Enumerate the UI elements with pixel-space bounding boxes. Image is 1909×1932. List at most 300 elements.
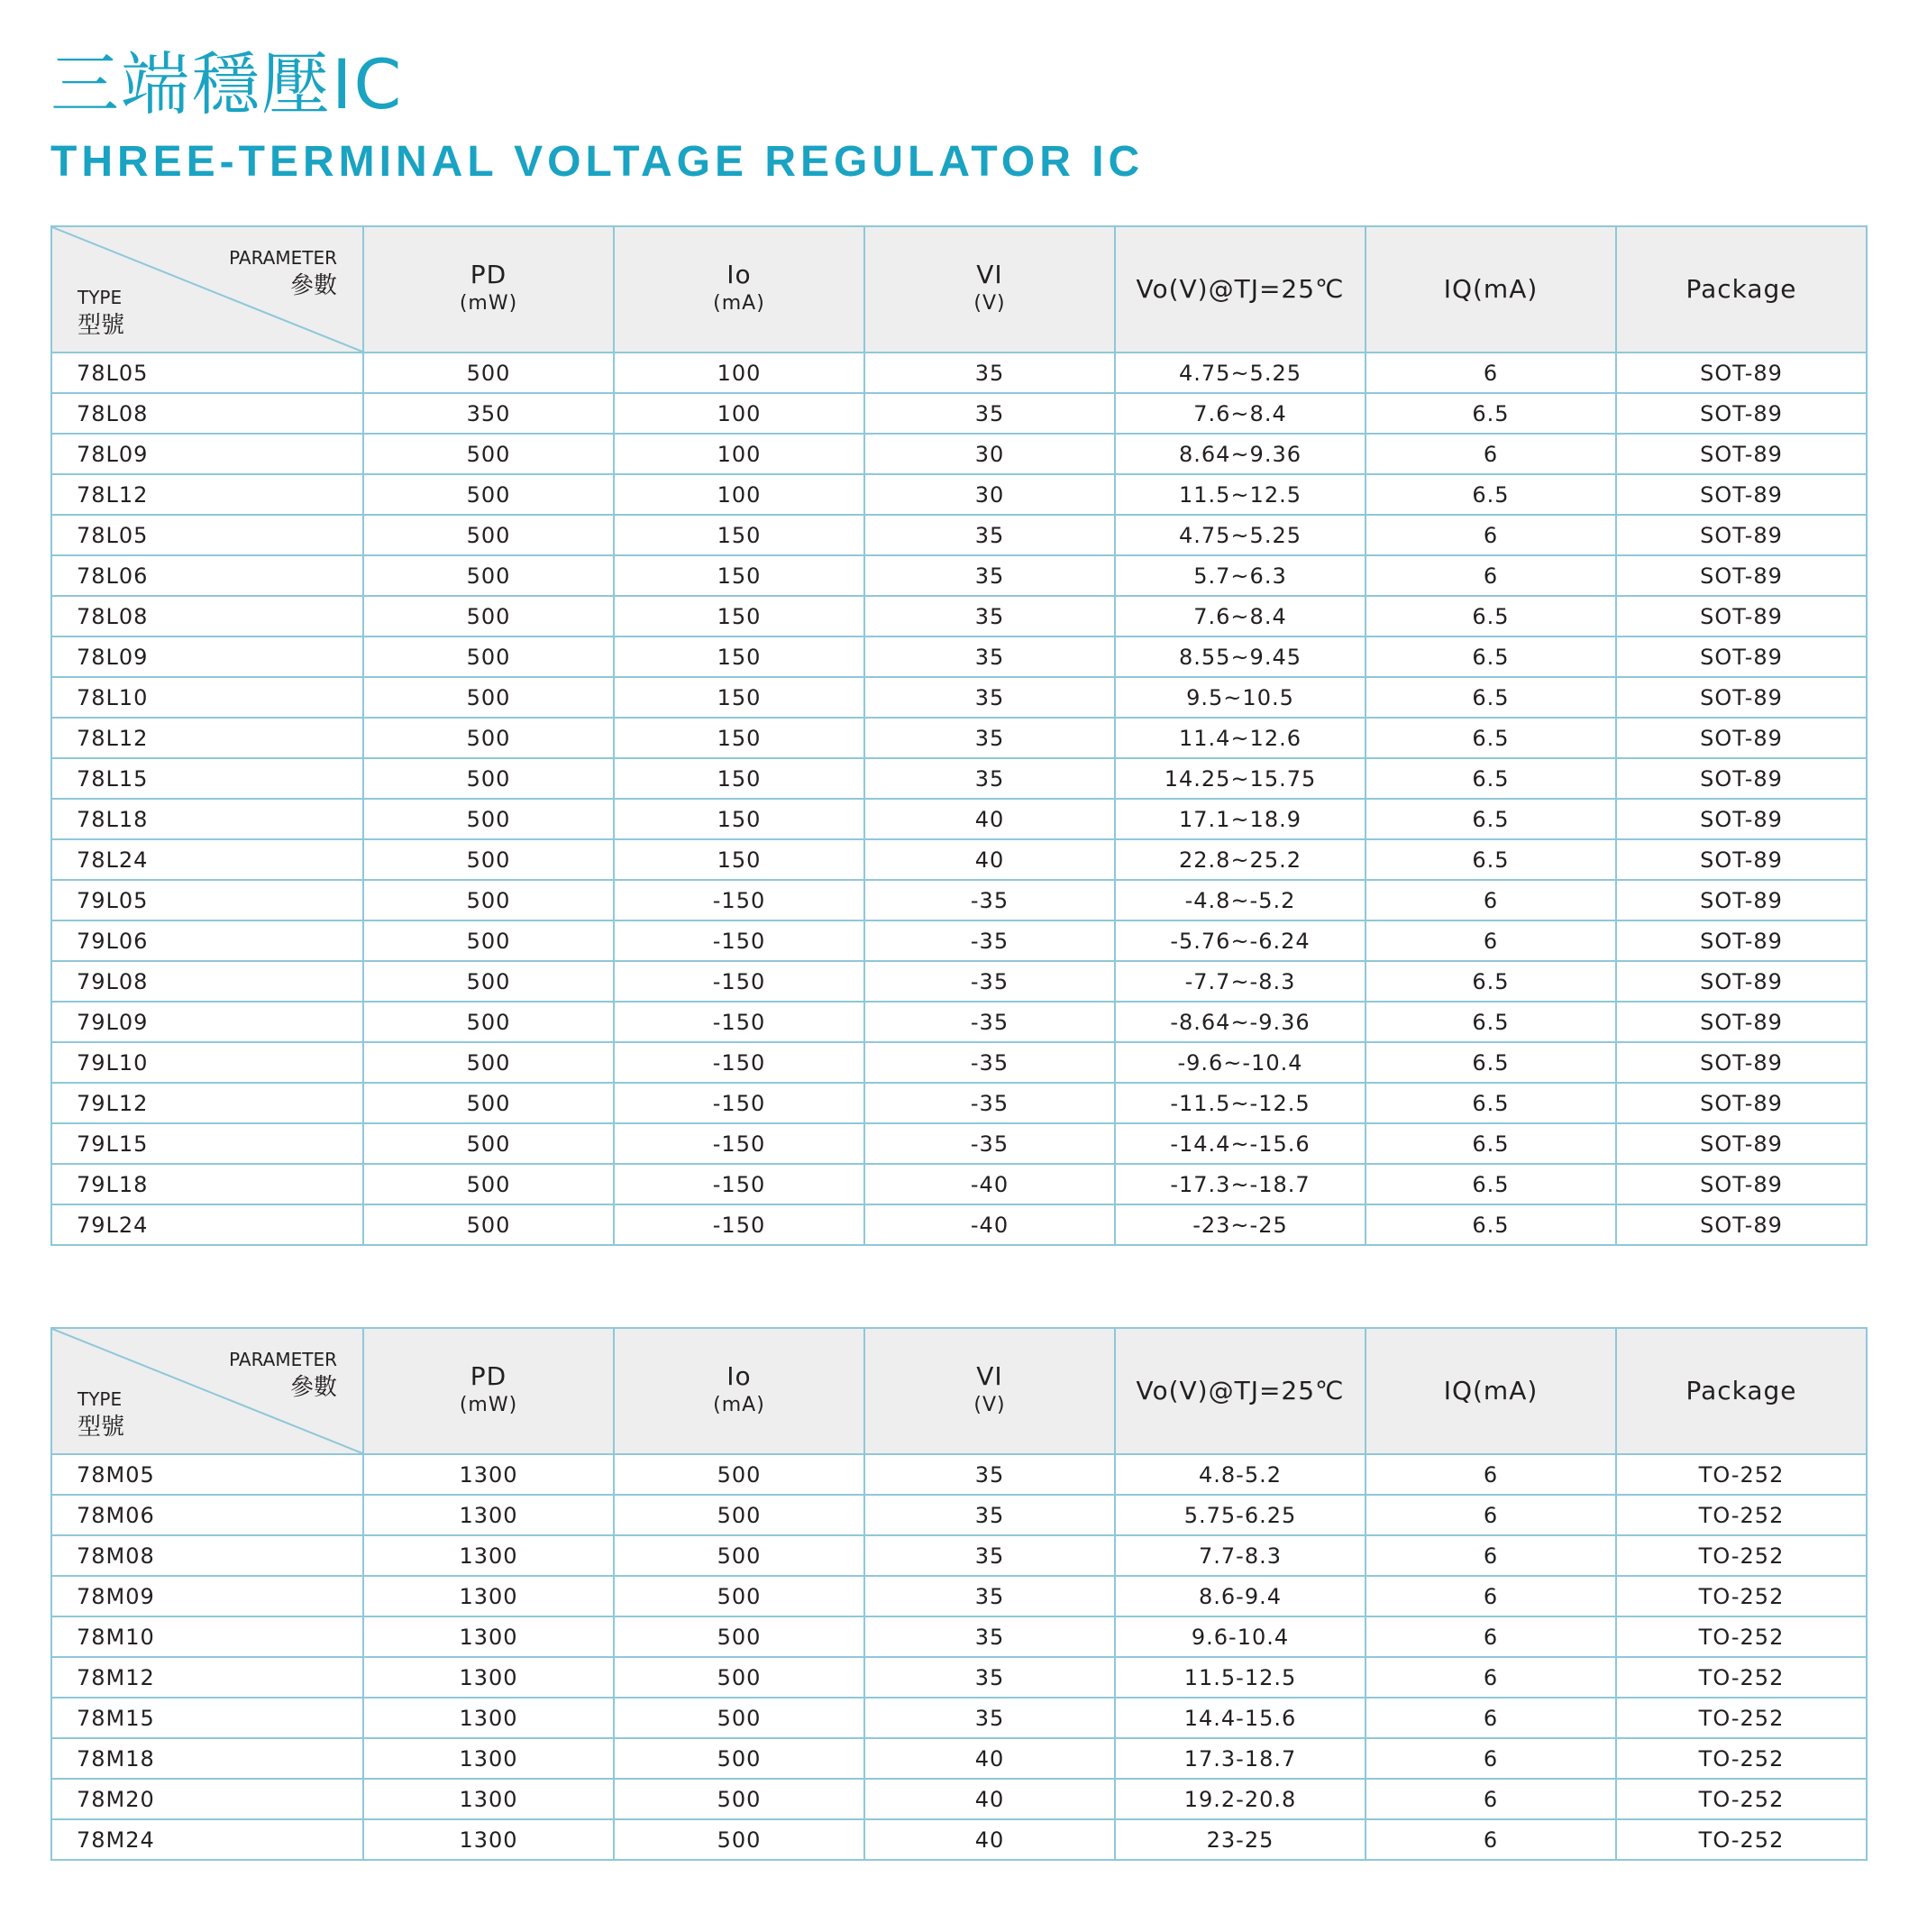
cell-package: TO-252 [1616,1495,1867,1535]
cell-package: TO-252 [1616,1454,1867,1495]
table-row [51,434,1867,474]
cell-package: SOT-89 [1616,920,1867,961]
cell-vo: -5.76~-6.24 [1115,920,1366,961]
cell-vi: 35 [864,718,1115,758]
cell-vo: 11.4~12.6 [1115,718,1366,758]
table-row [51,1657,1867,1698]
package-label: Package [1685,1375,1797,1406]
table-row [51,920,1867,961]
cell-pd: 500 [363,880,614,920]
cell-type: 78L08 [51,393,363,434]
cell-vi: 30 [864,434,1115,474]
cell-pd: 1300 [363,1657,614,1698]
cell-package: SOT-89 [1616,677,1867,718]
cell-vi: 35 [864,1495,1115,1535]
cell-vo: 9.5~10.5 [1115,677,1366,718]
cell-vo: -11.5~-12.5 [1115,1083,1366,1123]
cell-pd: 500 [363,515,614,555]
regulator-table-78l-79l [50,225,1868,1246]
page-title-chinese: 三端穩壓IC [50,44,404,124]
vi-label: VI [976,260,1003,289]
cell-iq: 6.5 [1366,799,1616,839]
cell-package: TO-252 [1616,1576,1867,1616]
cell-iq: 6.5 [1366,1123,1616,1164]
cell-pd: 500 [363,474,614,515]
column-header-io [614,1328,864,1454]
cell-io: 500 [614,1535,864,1576]
parameter-label: PARAMETER [229,1349,337,1370]
column-header-package [1616,226,1867,353]
cell-package: SOT-89 [1616,474,1867,515]
cell-pd: 500 [363,434,614,474]
column-header-vi [864,1328,1115,1454]
pd-unit: (mW) [459,1394,518,1416]
column-header-io [614,226,864,353]
cell-package: TO-252 [1616,1779,1867,1819]
cell-vo: 7.6~8.4 [1115,596,1366,636]
cell-type: 79L15 [51,1123,363,1164]
cell-io: 150 [614,799,864,839]
cell-pd: 350 [363,393,614,434]
table-header-row [51,1328,1867,1454]
vi-label: VI [976,1361,1003,1391]
column-header-vi [864,226,1115,353]
table-row [51,1535,1867,1576]
cell-vi: -40 [864,1164,1115,1204]
cell-vi: 35 [864,1657,1115,1698]
cell-vo: 5.75-6.25 [1115,1495,1366,1535]
type-label: TYPE [78,1388,123,1410]
type-label-chinese: 型號 [78,312,125,339]
cell-iq: 6 [1366,880,1616,920]
cell-package: SOT-89 [1616,393,1867,434]
cell-package: SOT-89 [1616,839,1867,880]
cell-vi: 35 [864,353,1115,393]
cell-pd: 500 [363,799,614,839]
cell-vo: -7.7~-8.3 [1115,961,1366,1002]
cell-iq: 6.5 [1366,1164,1616,1204]
cell-pd: 500 [363,1123,614,1164]
cell-io: -150 [614,1002,864,1042]
cell-vo: 8.6-9.4 [1115,1576,1366,1616]
cell-pd: 1300 [363,1454,614,1495]
table-row [51,961,1867,1002]
cell-vo: 22.8~25.2 [1115,839,1366,880]
cell-vo: 14.25~15.75 [1115,758,1366,799]
cell-vi: -35 [864,1042,1115,1083]
table-row [51,1495,1867,1535]
cell-vi: -35 [864,880,1115,920]
cell-iq: 6.5 [1366,474,1616,515]
cell-type: 78M24 [51,1819,363,1860]
cell-vi: 40 [864,839,1115,880]
cell-vi: -35 [864,1083,1115,1123]
type-parameter-corner-cell [51,226,363,353]
cell-io: 500 [614,1698,864,1738]
table-row [51,1576,1867,1616]
vo-label: Vo(V)@TJ=25℃ [1136,273,1345,304]
cell-type: 78L09 [51,434,363,474]
table-row [51,1819,1867,1860]
cell-iq: 6 [1366,1779,1616,1819]
iq-label: IQ(mA) [1443,1375,1539,1406]
cell-vo: 9.6-10.4 [1115,1616,1366,1657]
cell-pd: 500 [363,596,614,636]
cell-iq: 6 [1366,1495,1616,1535]
parameter-label-chinese: 參數 [289,1374,337,1401]
table-row [51,1002,1867,1042]
cell-vo: 4.75~5.25 [1115,515,1366,555]
cell-type: 78M12 [51,1657,363,1698]
cell-iq: 6.5 [1366,596,1616,636]
cell-pd: 1300 [363,1819,614,1860]
cell-type: 78M09 [51,1576,363,1616]
cell-vi: 30 [864,474,1115,515]
cell-iq: 6 [1366,353,1616,393]
cell-package: TO-252 [1616,1698,1867,1738]
table-row [51,474,1867,515]
cell-io: -150 [614,1123,864,1164]
column-header-pd [363,1328,614,1454]
cell-package: SOT-89 [1616,434,1867,474]
cell-iq: 6 [1366,1576,1616,1616]
cell-vo: 8.55~9.45 [1115,636,1366,677]
cell-pd: 1300 [363,1576,614,1616]
table-row [51,799,1867,839]
cell-vi: 35 [864,596,1115,636]
cell-package: TO-252 [1616,1738,1867,1779]
type-label-chinese: 型號 [78,1414,125,1441]
cell-iq: 6.5 [1366,961,1616,1002]
cell-iq: 6 [1366,1698,1616,1738]
cell-io: 500 [614,1657,864,1698]
cell-vo: 17.3-18.7 [1115,1738,1366,1779]
vo-label: Vo(V)@TJ=25℃ [1136,1375,1345,1406]
cell-iq: 6 [1366,1454,1616,1495]
cell-pd: 500 [363,555,614,596]
cell-io: 150 [614,758,864,799]
table-row [51,1083,1867,1123]
table-row [51,555,1867,596]
cell-package: SOT-89 [1616,596,1867,636]
cell-io: -150 [614,1204,864,1245]
cell-vi: 40 [864,1738,1115,1779]
cell-vi: -35 [864,1002,1115,1042]
cell-pd: 500 [363,920,614,961]
vi-unit: (V) [973,1394,1006,1416]
cell-pd: 1300 [363,1698,614,1738]
cell-package: SOT-89 [1616,961,1867,1002]
cell-iq: 6 [1366,434,1616,474]
cell-package: SOT-89 [1616,799,1867,839]
cell-type: 78L05 [51,353,363,393]
cell-io: 500 [614,1576,864,1616]
cell-io: -150 [614,1164,864,1204]
pd-unit: (mW) [459,292,518,315]
cell-type: 78L12 [51,474,363,515]
cell-pd: 500 [363,636,614,677]
cell-type: 78L10 [51,677,363,718]
cell-type: 79L12 [51,1083,363,1123]
column-header-package [1616,1328,1867,1454]
cell-io: -150 [614,1042,864,1083]
cell-io: 150 [614,555,864,596]
table-header-row [51,226,1867,353]
vi-unit: (V) [973,292,1006,315]
parameter-label-chinese: 參數 [289,272,337,299]
cell-package: SOT-89 [1616,880,1867,920]
cell-vi: -35 [864,1123,1115,1164]
cell-type: 78M06 [51,1495,363,1535]
cell-io: -150 [614,880,864,920]
cell-package: SOT-89 [1616,555,1867,596]
cell-iq: 6.5 [1366,1083,1616,1123]
cell-vo: -14.4~-15.6 [1115,1123,1366,1164]
cell-io: 150 [614,677,864,718]
cell-iq: 6 [1366,920,1616,961]
pd-label: PD [470,1361,507,1391]
table-row [51,1698,1867,1738]
cell-io: 500 [614,1779,864,1819]
cell-io: 150 [614,839,864,880]
cell-io: -150 [614,1083,864,1123]
table-row [51,880,1867,920]
cell-type: 78M18 [51,1738,363,1779]
iq-label: IQ(mA) [1443,273,1539,304]
cell-vo: 14.4-15.6 [1115,1698,1366,1738]
cell-package: SOT-89 [1616,353,1867,393]
table-row [51,718,1867,758]
cell-io: 500 [614,1819,864,1860]
cell-vo: -4.8~-5.2 [1115,880,1366,920]
cell-io: 150 [614,718,864,758]
cell-iq: 6.5 [1366,677,1616,718]
cell-vo: 11.5-12.5 [1115,1657,1366,1698]
cell-vo: 7.7-8.3 [1115,1535,1366,1576]
cell-pd: 500 [363,677,614,718]
cell-io: 500 [614,1738,864,1779]
cell-vi: -40 [864,1204,1115,1245]
regulator-table-78m [50,1327,1868,1861]
cell-vi: 35 [864,677,1115,718]
cell-iq: 6 [1366,1535,1616,1576]
type-parameter-corner-cell [51,1328,363,1454]
cell-vi: 35 [864,1535,1115,1576]
cell-vo: -17.3~-18.7 [1115,1164,1366,1204]
cell-pd: 500 [363,353,614,393]
cell-package: SOT-89 [1616,636,1867,677]
cell-type: 79L06 [51,920,363,961]
cell-vo: 7.6~8.4 [1115,393,1366,434]
table-row [51,1042,1867,1083]
cell-io: 500 [614,1616,864,1657]
cell-io: -150 [614,961,864,1002]
cell-io: 100 [614,474,864,515]
cell-type: 78L05 [51,515,363,555]
cell-vi: 35 [864,1454,1115,1495]
cell-iq: 6.5 [1366,839,1616,880]
column-header-vo [1115,226,1366,353]
cell-iq: 6.5 [1366,1204,1616,1245]
cell-vi: 40 [864,1779,1115,1819]
table-row [51,839,1867,880]
table-row [51,515,1867,555]
cell-vi: 35 [864,758,1115,799]
cell-vo: 23-25 [1115,1819,1366,1860]
cell-package: TO-252 [1616,1616,1867,1657]
cell-type: 79L18 [51,1164,363,1204]
cell-package: TO-252 [1616,1657,1867,1698]
cell-type: 78M15 [51,1698,363,1738]
cell-vo: 11.5~12.5 [1115,474,1366,515]
cell-iq: 6.5 [1366,1002,1616,1042]
cell-package: SOT-89 [1616,1164,1867,1204]
cell-pd: 1300 [363,1738,614,1779]
cell-type: 79L10 [51,1042,363,1083]
cell-type: 78L08 [51,596,363,636]
cell-type: 78M05 [51,1454,363,1495]
cell-vi: 35 [864,555,1115,596]
cell-pd: 500 [363,839,614,880]
cell-package: SOT-89 [1616,1083,1867,1123]
cell-pd: 1300 [363,1779,614,1819]
column-header-vo [1115,1328,1366,1454]
cell-pd: 500 [363,1002,614,1042]
cell-io: 150 [614,636,864,677]
io-unit: (mA) [713,1394,765,1416]
cell-type: 78L24 [51,839,363,880]
cell-iq: 6.5 [1366,1042,1616,1083]
cell-package: SOT-89 [1616,758,1867,799]
cell-io: 100 [614,434,864,474]
cell-type: 78M20 [51,1779,363,1819]
cell-type: 79L09 [51,1002,363,1042]
cell-pd: 1300 [363,1495,614,1535]
table-row [51,393,1867,434]
cell-vi: 35 [864,393,1115,434]
io-label: Io [726,1361,752,1391]
cell-vi: 35 [864,636,1115,677]
cell-type: 79L05 [51,880,363,920]
cell-type: 79L24 [51,1204,363,1245]
cell-pd: 500 [363,961,614,1002]
cell-iq: 6 [1366,1738,1616,1779]
table-row [51,758,1867,799]
cell-vo: 5.7~6.3 [1115,555,1366,596]
cell-vi: 35 [864,515,1115,555]
cell-vi: -35 [864,961,1115,1002]
io-unit: (mA) [713,292,765,315]
column-header-iq [1366,1328,1616,1454]
table-row [51,636,1867,677]
cell-iq: 6.5 [1366,718,1616,758]
cell-iq: 6 [1366,515,1616,555]
table-row [51,1454,1867,1495]
cell-iq: 6 [1366,1657,1616,1698]
cell-vi: -35 [864,920,1115,961]
pd-label: PD [470,260,507,289]
cell-iq: 6.5 [1366,393,1616,434]
cell-iq: 6.5 [1366,636,1616,677]
cell-pd: 500 [363,718,614,758]
cell-iq: 6 [1366,555,1616,596]
cell-package: SOT-89 [1616,1123,1867,1164]
cell-vo: -9.6~-10.4 [1115,1042,1366,1083]
cell-package: SOT-89 [1616,1042,1867,1083]
table-row [51,1123,1867,1164]
cell-pd: 500 [363,758,614,799]
cell-type: 78L12 [51,718,363,758]
cell-pd: 500 [363,1204,614,1245]
cell-package: TO-252 [1616,1819,1867,1860]
cell-pd: 1300 [363,1616,614,1657]
cell-vi: 40 [864,799,1115,839]
cell-type: 78L18 [51,799,363,839]
cell-io: 100 [614,393,864,434]
cell-pd: 500 [363,1164,614,1204]
cell-iq: 6 [1366,1819,1616,1860]
cell-type: 78M10 [51,1616,363,1657]
cell-vo: -23~-25 [1115,1204,1366,1245]
table-row [51,1738,1867,1779]
cell-vi: 40 [864,1819,1115,1860]
table-row [51,1204,1867,1245]
package-label: Package [1685,273,1797,304]
cell-vo: 17.1~18.9 [1115,799,1366,839]
page-title-english: THREE-TERMINAL VOLTAGE REGULATOR IC [50,138,1145,186]
column-header-pd [363,226,614,353]
cell-io: 150 [614,596,864,636]
cell-package: SOT-89 [1616,718,1867,758]
table-row [51,353,1867,393]
cell-io: -150 [614,920,864,961]
table-row [51,596,1867,636]
cell-io: 100 [614,353,864,393]
cell-io: 500 [614,1454,864,1495]
cell-pd: 1300 [363,1535,614,1576]
cell-io: 150 [614,515,864,555]
cell-vo: -8.64~-9.36 [1115,1002,1366,1042]
cell-package: SOT-89 [1616,1002,1867,1042]
cell-vi: 35 [864,1616,1115,1657]
cell-iq: 6.5 [1366,758,1616,799]
table-row [51,1164,1867,1204]
parameter-label: PARAMETER [229,247,337,269]
cell-package: SOT-89 [1616,1204,1867,1245]
cell-type: 79L08 [51,961,363,1002]
cell-type: 78L09 [51,636,363,677]
cell-vi: 35 [864,1698,1115,1738]
cell-type: 78M08 [51,1535,363,1576]
cell-type: 78L06 [51,555,363,596]
cell-pd: 500 [363,1083,614,1123]
cell-vo: 4.75~5.25 [1115,353,1366,393]
cell-vo: 4.8-5.2 [1115,1454,1366,1495]
table-row [51,677,1867,718]
cell-vo: 8.64~9.36 [1115,434,1366,474]
column-header-iq [1366,226,1616,353]
cell-package: SOT-89 [1616,515,1867,555]
cell-io: 500 [614,1495,864,1535]
cell-package: TO-252 [1616,1535,1867,1576]
type-label: TYPE [78,287,123,308]
cell-vo: 19.2-20.8 [1115,1779,1366,1819]
table-row [51,1616,1867,1657]
io-label: Io [726,260,752,289]
table-row [51,1779,1867,1819]
cell-iq: 6 [1366,1616,1616,1657]
cell-vi: 35 [864,1576,1115,1616]
